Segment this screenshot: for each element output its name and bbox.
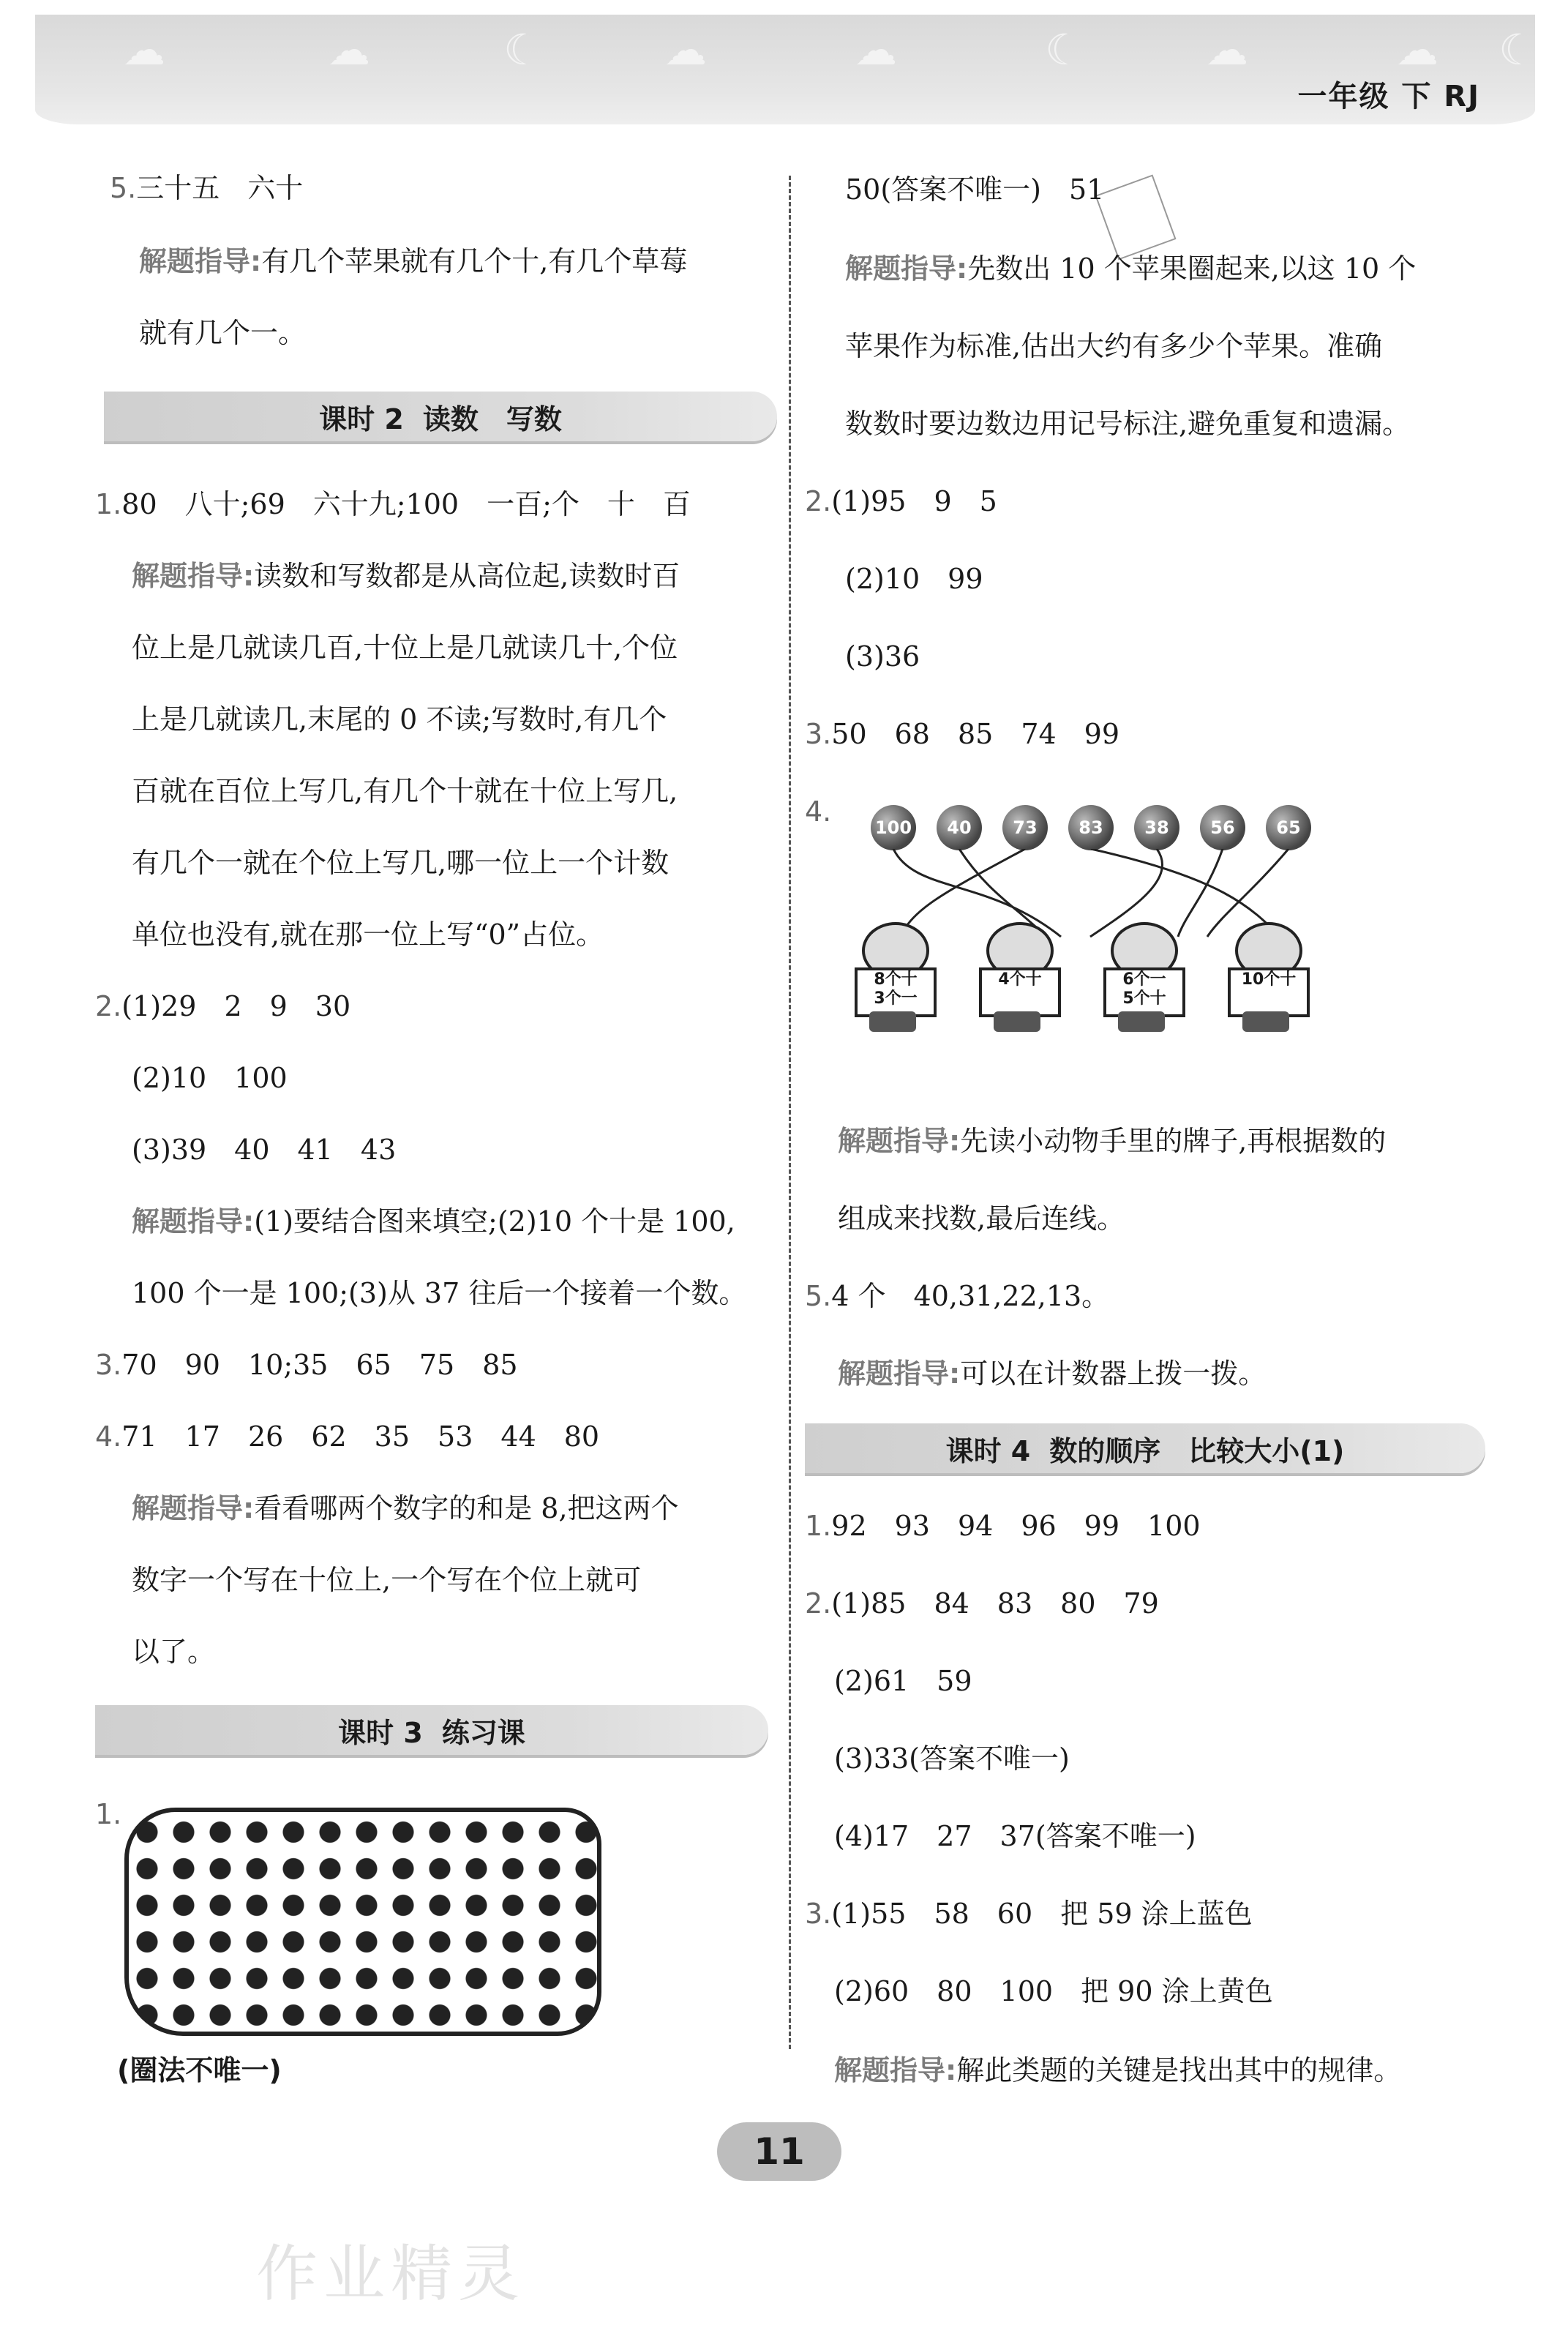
guide-label: 解题指导: xyxy=(838,1358,961,1390)
watermark-text: 作业精灵 xyxy=(256,2238,526,2310)
column-divider xyxy=(789,176,791,2049)
monkey-figure xyxy=(1098,922,1185,1032)
number-card: 10个十 xyxy=(1228,967,1310,1017)
number-card: 6个一 5个十 xyxy=(1103,967,1185,1017)
guide-label: 解题指导: xyxy=(139,245,262,277)
guide-label: 解题指导: xyxy=(132,1492,255,1524)
guide-label: 解题指导: xyxy=(834,2054,957,2086)
stamp-mark xyxy=(1095,174,1176,260)
moon-icon: ☾ xyxy=(1045,25,1083,75)
section-header-lesson4: 课时 4 数的顺序 比较大小(1) xyxy=(805,1423,1485,1473)
balloon: 65 xyxy=(1266,805,1311,850)
cloud-icon: ☁ xyxy=(123,25,165,75)
number-card: 4个十 xyxy=(979,967,1061,1017)
balloon: 40 xyxy=(937,805,982,850)
balloon: 83 xyxy=(1068,805,1114,850)
guide-text: 就有几个一。 xyxy=(139,317,307,349)
guide-label: 解题指导: xyxy=(838,1125,961,1157)
section-header-lesson2: 课时 2 读数 写数 xyxy=(104,392,777,441)
dog-figure xyxy=(849,922,937,1032)
page-number: 11 xyxy=(717,2122,841,2181)
note-text: (圈法不唯一) xyxy=(117,2054,282,2086)
answer-text: 80 八十;69 六十九;100 一百;个 十 百 xyxy=(121,488,691,520)
grade-label: 一年级 下 RJ xyxy=(1297,80,1480,113)
elephant-figure xyxy=(1222,922,1310,1032)
apple-groups-figure xyxy=(124,1808,601,2036)
rabbit-figure xyxy=(973,922,1061,1032)
cloud-icon: ☁ xyxy=(328,25,370,75)
balloon: 38 xyxy=(1134,805,1179,850)
guide-label: 解题指导: xyxy=(845,252,968,285)
cloud-icon: ☁ xyxy=(664,25,707,75)
section-header-lesson3: 课时 3 练习课 xyxy=(95,1705,768,1755)
cloud-icon: ☁ xyxy=(1396,25,1438,75)
cloud-icon: ☁ xyxy=(855,25,897,75)
balloon: 56 xyxy=(1200,805,1245,850)
cloud-icon: ☁ xyxy=(1206,25,1248,75)
guide-label: 解题指导: xyxy=(132,1205,255,1238)
number-card: 8个十 3个一 xyxy=(855,967,937,1017)
answer-text: 三十五 六十 xyxy=(136,172,304,204)
balloon: 73 xyxy=(1002,805,1048,850)
guide-label: 解题指导: xyxy=(132,560,255,592)
answer-text: 50(答案不唯一) 51 xyxy=(845,173,1105,206)
balloon: 100 xyxy=(871,805,916,850)
moon-icon: ☾ xyxy=(1498,25,1537,75)
moon-icon: ☾ xyxy=(503,25,541,75)
